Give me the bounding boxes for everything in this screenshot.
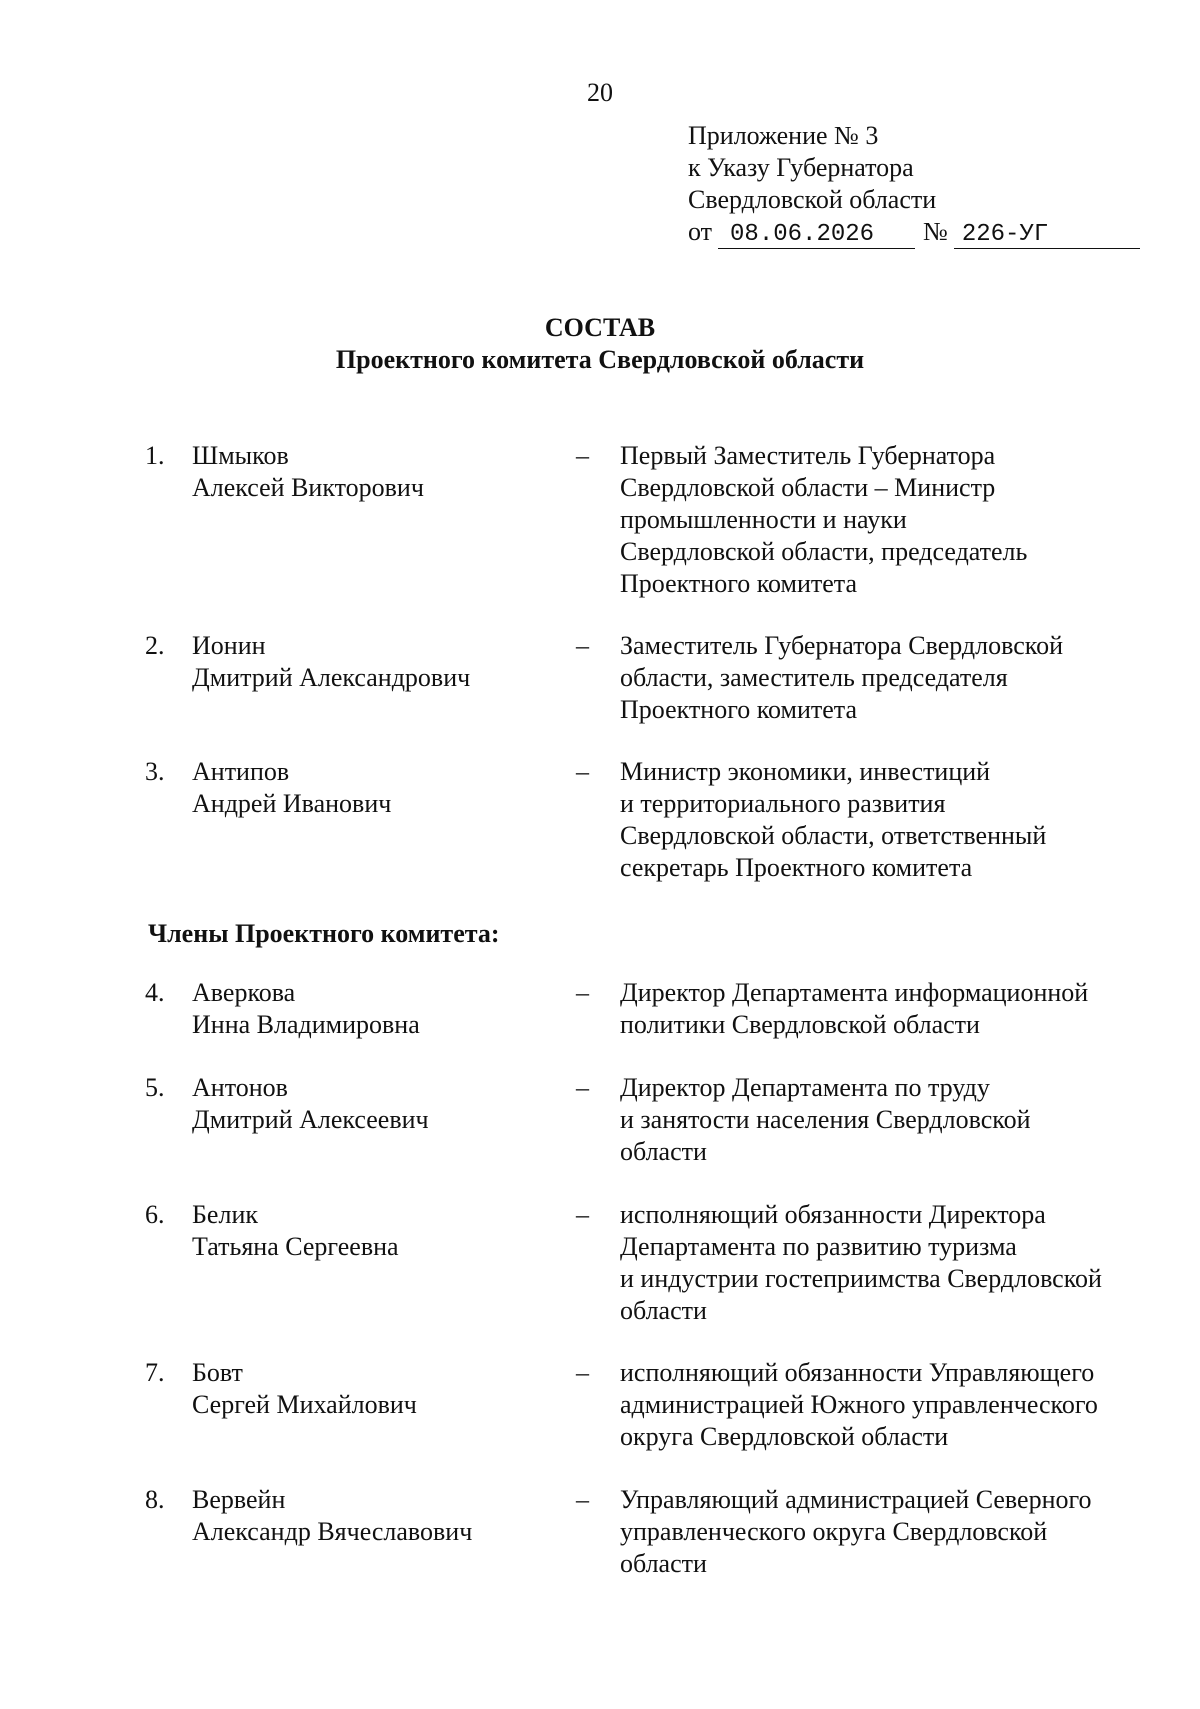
member-surname: Аверкова	[192, 978, 296, 1007]
member-number: 7.	[145, 1358, 165, 1387]
page-number: 20	[587, 78, 613, 107]
member-given-names: Инна Владимировна	[192, 1010, 420, 1039]
member-name	[192, 440, 424, 504]
member-name	[192, 1484, 472, 1548]
member-surname: Антипов	[192, 757, 290, 786]
member-name	[192, 1072, 429, 1136]
member-given-names: Дмитрий Александрович	[192, 663, 471, 692]
member-number: 1.	[145, 441, 165, 470]
member-position: Директор Департамента по труду и занятости населения Свердловской области	[620, 1073, 1031, 1166]
appendix-line-3: Свердловской области	[688, 185, 937, 214]
dash-separator: –	[576, 631, 589, 660]
dash-separator: –	[576, 1358, 589, 1387]
member-name	[192, 977, 420, 1041]
appendix-line-2: к Указу Губернатора	[688, 153, 914, 182]
member-position: Заместитель Губернатора Свердловской области, заместитель председателя Проектного комитета	[620, 631, 1063, 724]
dash-separator: –	[576, 757, 589, 786]
dash-separator: –	[576, 441, 589, 470]
dash-separator: –	[576, 1200, 589, 1229]
member-name	[192, 1199, 399, 1263]
member-surname: Бовт	[192, 1358, 243, 1387]
member-given-names: Татьяна Сергеевна	[192, 1232, 399, 1261]
member-number: 8.	[145, 1485, 165, 1514]
member-position: Управляющий администрацией Северного управленческого округа Свердловской области	[620, 1485, 1092, 1578]
member-number: 6.	[145, 1200, 165, 1229]
decree-date: 08.06.2026	[718, 222, 915, 249]
member-name	[192, 756, 391, 820]
member-position: исполняющий обязанности Директора Департамента по развитию туризма и индустрии гостеприимства Свердловской области	[620, 1200, 1102, 1325]
member-given-names: Сергей Михайлович	[192, 1390, 417, 1419]
dash-separator: –	[576, 978, 589, 1007]
member-number: 5.	[145, 1073, 165, 1102]
member-surname: Антонов	[192, 1073, 288, 1102]
member-given-names: Дмитрий Алексеевич	[192, 1105, 429, 1134]
member-position: Министр экономики, инвестиций и территориального развития Свердловской области, ответственный секретарь Проектного комитета	[620, 757, 1047, 882]
member-name	[192, 630, 470, 694]
member-number: 4.	[145, 978, 165, 1007]
dash-separator: –	[576, 1485, 589, 1514]
member-given-names: Андрей Иванович	[192, 789, 392, 818]
member-surname: Шмыков	[192, 441, 289, 470]
document-subtitle: Проектного комитета Свердловской области	[335, 345, 865, 374]
member-number: 3.	[145, 757, 165, 786]
member-surname: Вервейн	[192, 1485, 286, 1514]
number-sign: №	[923, 217, 948, 246]
member-surname: Ионин	[192, 631, 266, 660]
appendix-block	[688, 120, 1140, 249]
member-name	[192, 1357, 417, 1421]
member-number: 2.	[145, 631, 165, 660]
date-prefix: от	[688, 217, 713, 246]
member-position: Первый Заместитель Губернатора Свердловской области – Министр промышленности и науки Свердловской области, председатель Проектного комитета	[620, 441, 1028, 598]
member-given-names: Александр Вячеславович	[192, 1517, 473, 1546]
member-position: исполняющий обязанности Управляющего администрацией Южного управленческого округа Свердловской области	[620, 1358, 1098, 1451]
appendix-line-1: Приложение № 3	[688, 121, 879, 150]
dash-separator: –	[576, 1073, 589, 1102]
members-heading: Члены Проектного комитета:	[148, 919, 500, 948]
decree-number: 226-УГ	[954, 222, 1140, 249]
document-title: СОСТАВ	[544, 313, 656, 342]
member-position: Директор Департамента информационной политики Свердловской области	[620, 978, 1089, 1039]
member-surname: Белик	[192, 1200, 258, 1229]
member-given-names: Алексей Викторович	[192, 473, 424, 502]
decree-date-line	[688, 216, 1140, 249]
